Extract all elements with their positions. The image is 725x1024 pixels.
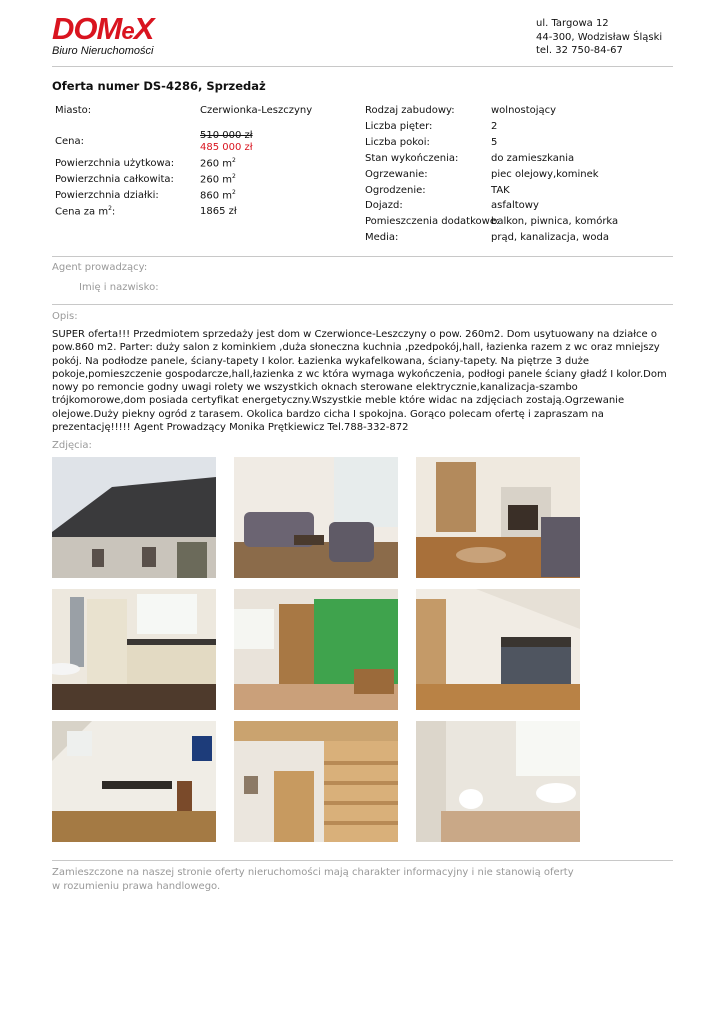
offer-title: Oferta numer DS-4286, Sprzedaż bbox=[52, 79, 266, 93]
detail-label: Liczba pokoi: bbox=[365, 137, 430, 148]
divider bbox=[52, 256, 673, 257]
logo-text: DOMeX bbox=[52, 11, 154, 46]
new-price: 485 000 zł bbox=[200, 142, 253, 153]
plot-area-value: 860 $m^2$ bbox=[200, 189, 236, 202]
detail-value: 5 bbox=[491, 137, 498, 148]
detail-label: Ogrodzenie: bbox=[365, 185, 426, 196]
total-area-label: Powierzchnia całkowita: bbox=[55, 174, 174, 185]
detail-label: Dojazd: bbox=[365, 200, 403, 211]
photo-bathroom[interactable] bbox=[416, 721, 580, 842]
photo-living-room[interactable] bbox=[234, 457, 398, 578]
city-value: Czerwionka-Leszczyny bbox=[200, 105, 313, 116]
office-address bbox=[536, 17, 662, 58]
logo-subtitle: Biuro Nieruchomości bbox=[52, 45, 154, 57]
description-text: SUPER oferta!!! Przedmiotem sprzedaży jest dom w Czerwionce-Leszczyny o pow. 260m2. Dom usytuowany na działce o pow.860 m2. Parter: duży salon z kominkiem ,duża słoneczna kuchnia ,pzedpokój,hall, łazienka razem z wc oraz mniejszy pokój. Na podłodze panele, ściany-tapety I kolor. Łazienka wykafelkowana, ściany-tapety. Na piętrze 3 duże pokoje,pomieszczenie gospodarcze,hall,łazienka z wc która wymaga wykończenia, podłogi panele ściany gładź I kolor.Dom nowy po remoncie godny uwagi rolety we wszystkich oknach sterowane elektrycznie,kanalizacja-szambo trójkomorowe,dom posiada certyfikat energetyczny.Wszystkie meble które widac na zdjęciach zostają.Ogrzewanie olejowe.Duży piekny ogród z tarasem. Okolica bardzo cicha I spokojna. Gorąco polecam ofertę i zapraszam na prezentację!!!!! Agent Prowadzący Monika Prętkiewicz Tel.788-332-872 bbox=[52, 329, 667, 434]
detail-label: Media: bbox=[365, 232, 399, 243]
company-logo bbox=[52, 11, 154, 57]
photo-kitchen[interactable] bbox=[52, 589, 216, 710]
city-label: Miasto: bbox=[55, 105, 92, 116]
photo-office[interactable] bbox=[52, 721, 216, 842]
agent-section-label: Agent prowadzący: bbox=[52, 262, 148, 273]
photo-exterior[interactable] bbox=[52, 457, 216, 578]
detail-label: Rodzaj zabudowy: bbox=[365, 105, 455, 116]
price-per-m-label: Cena za $m^2$: bbox=[55, 205, 116, 218]
detail-value: balkon, piwnica, komórka bbox=[491, 216, 619, 227]
detail-value: prąd, kanalizacja, woda bbox=[491, 232, 609, 243]
photos-label: Zdjęcia: bbox=[52, 440, 92, 451]
disclaimer-line-2: w rozumieniu prawa handlowego. bbox=[52, 881, 221, 892]
divider bbox=[52, 860, 673, 861]
address-phone: tel. 32 750-84-67 bbox=[536, 45, 623, 56]
address-street: ul. Targowa 12 bbox=[536, 18, 609, 29]
divider bbox=[52, 304, 673, 305]
detail-value: asfaltowy bbox=[491, 200, 539, 211]
old-price: 510 000 zł bbox=[200, 130, 253, 141]
agent-name-label: Imię i nazwisko: bbox=[79, 282, 159, 293]
detail-label: Ogrzewanie: bbox=[365, 169, 428, 180]
photo-stairs[interactable] bbox=[234, 721, 398, 842]
usable-area-label: Powierzchnia użytkowa: bbox=[55, 158, 175, 169]
detail-label: Pomieszczenia dodatkowe: bbox=[365, 216, 500, 227]
total-area-value: 260 $m^2$ bbox=[200, 173, 236, 186]
disclaimer-line-1: Zamieszczone na naszej stronie oferty nieruchomości mają charakter informacyjny i nie stanowią oferty bbox=[52, 867, 574, 878]
photo-green-room[interactable] bbox=[234, 589, 398, 710]
description-label: Opis: bbox=[52, 311, 78, 322]
detail-value: do zamieszkania bbox=[491, 153, 575, 164]
detail-value: wolnostojący bbox=[491, 105, 557, 116]
divider bbox=[52, 66, 673, 67]
detail-value: 2 bbox=[491, 121, 498, 132]
detail-value: piec olejowy,kominek bbox=[491, 169, 599, 180]
detail-label: Stan wykończenia: bbox=[365, 153, 459, 164]
address-city: 44-300, Wodzisław Śląski bbox=[536, 31, 663, 43]
price-label: Cena: bbox=[55, 136, 84, 147]
price-per-m-value: 1865 zł bbox=[200, 206, 237, 217]
detail-value: TAK bbox=[491, 185, 510, 196]
photo-bedroom[interactable] bbox=[416, 589, 580, 710]
footer-disclaimer bbox=[52, 866, 574, 894]
detail-label: Liczba pięter: bbox=[365, 121, 433, 132]
usable-area-value: 260 $m^2$ bbox=[200, 157, 236, 170]
photo-fireplace[interactable] bbox=[416, 457, 580, 578]
plot-area-label: Powierzchnia działki: bbox=[55, 190, 159, 201]
